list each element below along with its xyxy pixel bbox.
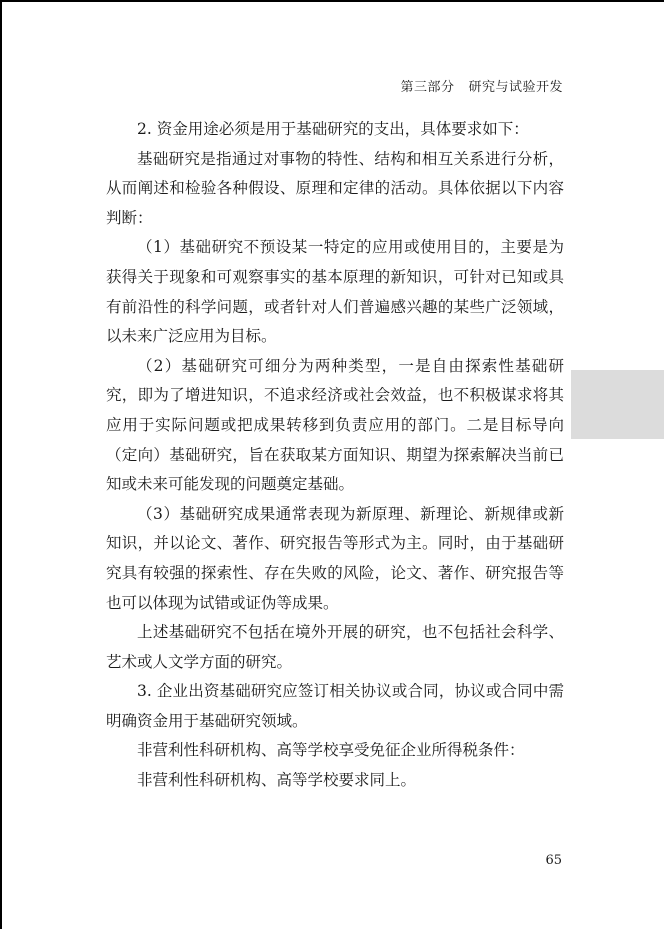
section-thumb-tab	[571, 370, 664, 439]
paragraph-basic-research-definition: 基础研究是指通过对事物的特性、结构和相互关系进行分析，从而阐述和检验各种假设、原理和定律的活动。具体依据以下内容判断：	[106, 149, 564, 227]
body-text	[106, 115, 564, 796]
page-left-border	[0, 0, 2, 929]
header-section: 第三部分	[400, 80, 455, 95]
paragraph-criterion-1: （1）基础研究不预设某一特定的应用或使用目的，主要是为获得关于现象和可观察事实的基本原理的新知识，可针对已知或具有前沿性的科学问题，或者针对人们普遍感兴趣的某些广泛领域，以未来广泛应用为目标。	[106, 238, 564, 346]
paragraph-criterion-3: （3）基础研究成果通常表现为新原理、新理论、新规律或新知识，并以论文、著作、研究报告等形式为主。同时，由于基础研究具有较强的探索性、存在失败的风险，论文、著作、研究报告等也可以体现为试错或证伪等成果。	[106, 504, 564, 612]
paragraph-same-requirements: 非营利性科研机构、高等学校要求同上。	[137, 771, 417, 790]
paragraph-agreement-requirement: 3. 企业出资基础研究应签订相关协议或合同，协议或合同中需明确资金用于基础研究领域。	[106, 682, 564, 730]
paragraph-funding-usage: 2. 资金用途必须是用于基础研究的支出，具体要求如下：	[137, 120, 529, 138]
header-title: 研究与试验开发	[468, 80, 563, 95]
paragraph-exemption-conditions: 非营利性科研机构、高等学校享受免征企业所得税条件：	[137, 741, 525, 760]
paragraph-criterion-2: （2）基础研究可细分为两种类型，一是自由探索性基础研究，即为了增进知识，不追求经济或社会效益，也不积极谋求将其应用于实际问题或把成果转移到负责应用的部门。二是目标导向（定向）基础研究，旨在获取某方面知识、期望为探索解决当前已知或未来可能发现的问题奠定基础。	[106, 356, 564, 494]
page-top-border	[0, 0, 664, 2]
running-header	[400, 76, 563, 95]
page-number: 65	[545, 853, 562, 868]
paragraph-exclusions: 上述基础研究不包括在境外开展的研究，也不包括社会科学、艺术或人文学方面的研究。	[106, 623, 564, 671]
